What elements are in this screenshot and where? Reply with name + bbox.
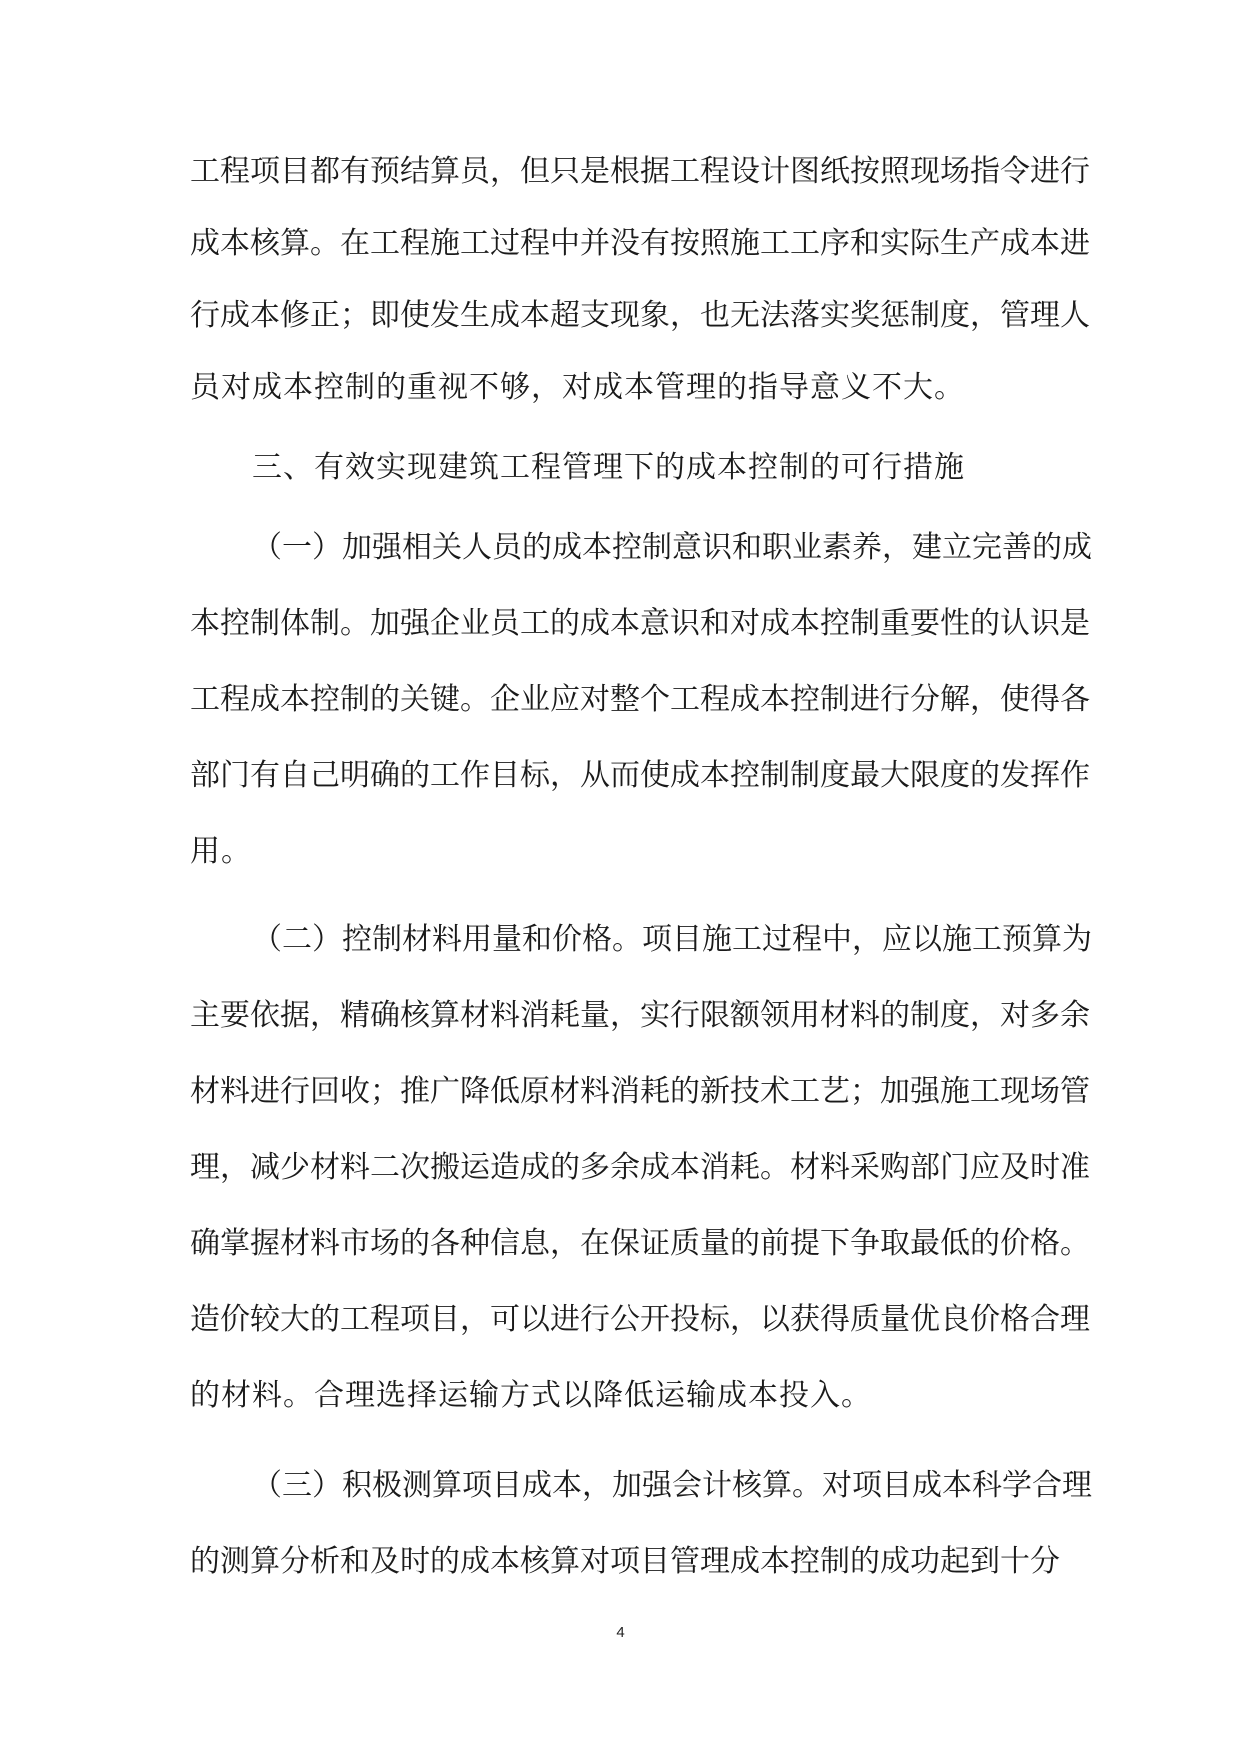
text-line: 部门有自己明确的工作目标，从而使成本控制制度最大限度的发挥作	[190, 758, 1090, 793]
page-number: 4	[616, 1624, 625, 1641]
section-heading: 三、有效实现建筑工程管理下的成本控制的可行措施	[252, 450, 965, 485]
paragraph-start-line: （二）控制材料用量和价格。项目施工过程中，应以施工预算为	[252, 922, 1092, 957]
text-line: 用。	[190, 834, 252, 869]
text-line: 工程成本控制的关键。企业应对整个工程成本控制进行分解，使得各	[190, 682, 1090, 717]
text-line: 本控制体制。加强企业员工的成本意识和对成本控制重要性的认识是	[190, 606, 1090, 641]
text-line: 行成本修正；即使发生成本超支现象，也无法落实奖惩制度，管理人	[190, 298, 1090, 333]
text-line: 成本核算。在工程施工过程中并没有按照施工工序和实际生产成本进	[190, 226, 1090, 261]
text-line: 的测算分析和及时的成本核算对项目管理成本控制的成功起到十分	[190, 1544, 1060, 1579]
text-line: 工程项目都有预结算员，但只是根据工程设计图纸按照现场指令进行	[190, 154, 1090, 189]
text-line: 确掌握材料市场的各种信息，在保证质量的前提下争取最低的价格。	[190, 1226, 1090, 1261]
text-line: 材料进行回收；推广降低原材料消耗的新技术工艺；加强施工现场管	[190, 1074, 1090, 1109]
paragraph-start-line: （一）加强相关人员的成本控制意识和职业素养，建立完善的成	[252, 530, 1092, 565]
text-line: 主要依据，精确核算材料消耗量，实行限额领用材料的制度，对多余	[190, 998, 1090, 1033]
text-line: 员对成本控制的重视不够，对成本管理的指导意义不大。	[190, 370, 965, 405]
paragraph-start-line: （三）积极测算项目成本，加强会计核算。对项目成本科学合理	[252, 1468, 1092, 1503]
text-line: 理，减少材料二次搬运造成的多余成本消耗。材料采购部门应及时准	[190, 1150, 1090, 1185]
text-line: 造价较大的工程项目，可以进行公开投标，以获得质量优良价格合理	[190, 1302, 1090, 1337]
text-line: 的材料。合理选择运输方式以降低运输成本投入。	[190, 1378, 872, 1413]
